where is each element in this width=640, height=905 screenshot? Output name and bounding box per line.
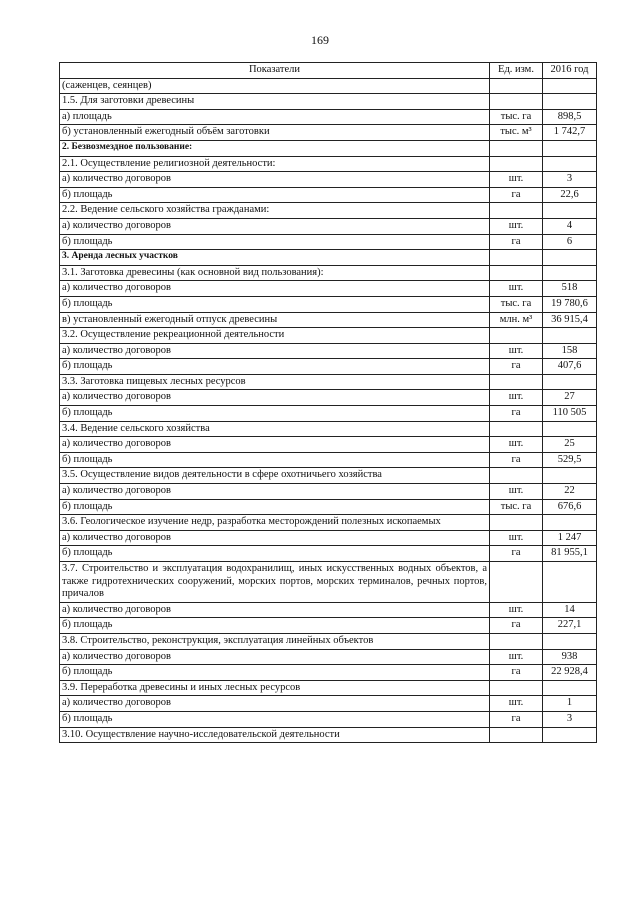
indicators-table bbox=[59, 62, 597, 743]
row-unit: тыс. га bbox=[490, 296, 543, 312]
table-row bbox=[60, 281, 597, 297]
row-unit: шт. bbox=[490, 218, 543, 234]
table-row bbox=[60, 633, 597, 649]
row-label: 3.6. Геологическое изучение недр, разработка месторождений полезных ископаемых bbox=[60, 515, 490, 531]
row-unit: га bbox=[490, 546, 543, 562]
row-unit bbox=[490, 633, 543, 649]
row-unit bbox=[490, 140, 543, 156]
row-label: б) площадь bbox=[60, 711, 490, 727]
row-unit bbox=[490, 250, 543, 266]
table-row bbox=[60, 218, 597, 234]
row-unit: шт. bbox=[490, 484, 543, 500]
row-unit bbox=[490, 374, 543, 390]
row-value: 676,6 bbox=[543, 499, 597, 515]
row-value: 14 bbox=[543, 602, 597, 618]
table-row bbox=[60, 343, 597, 359]
row-unit bbox=[490, 680, 543, 696]
row-value: 518 bbox=[543, 281, 597, 297]
row-unit: шт. bbox=[490, 602, 543, 618]
table-row bbox=[60, 328, 597, 344]
row-value: 938 bbox=[543, 649, 597, 665]
row-label: 2.1. Осуществление религиозной деятельности: bbox=[60, 156, 490, 172]
row-unit: тыс. га bbox=[490, 499, 543, 515]
row-label: б) площадь bbox=[60, 499, 490, 515]
row-label: 3. Аренда лесных участков bbox=[60, 250, 490, 266]
row-value: 227,1 bbox=[543, 618, 597, 634]
row-unit bbox=[490, 468, 543, 484]
row-unit bbox=[490, 265, 543, 281]
row-unit: га bbox=[490, 359, 543, 375]
row-unit: га bbox=[490, 711, 543, 727]
row-value bbox=[543, 140, 597, 156]
row-value: 407,6 bbox=[543, 359, 597, 375]
row-label: б) площадь bbox=[60, 546, 490, 562]
row-label: а) площадь bbox=[60, 109, 490, 125]
table-row bbox=[60, 390, 597, 406]
table-row bbox=[60, 172, 597, 188]
row-value bbox=[543, 265, 597, 281]
row-label: 3.4. Ведение сельского хозяйства bbox=[60, 421, 490, 437]
row-unit: шт. bbox=[490, 437, 543, 453]
row-value bbox=[543, 203, 597, 219]
table-row bbox=[60, 94, 597, 110]
row-value: 81 955,1 bbox=[543, 546, 597, 562]
table-row bbox=[60, 187, 597, 203]
table-row bbox=[60, 562, 597, 603]
table-row bbox=[60, 203, 597, 219]
row-unit: шт. bbox=[490, 343, 543, 359]
row-unit: тыс. га bbox=[490, 109, 543, 125]
row-value: 1 bbox=[543, 696, 597, 712]
row-value bbox=[543, 94, 597, 110]
table-row bbox=[60, 696, 597, 712]
row-unit: шт. bbox=[490, 281, 543, 297]
row-value: 19 780,6 bbox=[543, 296, 597, 312]
row-unit bbox=[490, 203, 543, 219]
table-header-row bbox=[60, 63, 597, 79]
row-value bbox=[543, 328, 597, 344]
row-unit: тыс. м³ bbox=[490, 125, 543, 141]
row-label: а) количество договоров bbox=[60, 437, 490, 453]
table-row bbox=[60, 711, 597, 727]
header-indicator: Показатели bbox=[60, 63, 490, 79]
row-unit: шт. bbox=[490, 530, 543, 546]
row-label: а) количество договоров bbox=[60, 602, 490, 618]
table-row bbox=[60, 727, 597, 743]
row-value bbox=[543, 468, 597, 484]
row-unit bbox=[490, 78, 543, 94]
table-row bbox=[60, 515, 597, 531]
row-value bbox=[543, 78, 597, 94]
row-value bbox=[543, 680, 597, 696]
table-row bbox=[60, 546, 597, 562]
row-unit: шт. bbox=[490, 172, 543, 188]
row-label: а) количество договоров bbox=[60, 218, 490, 234]
row-label: а) количество договоров bbox=[60, 484, 490, 500]
table-row bbox=[60, 468, 597, 484]
row-value: 22,6 bbox=[543, 187, 597, 203]
row-value bbox=[543, 250, 597, 266]
row-value: 22 928,4 bbox=[543, 665, 597, 681]
row-value: 1 247 bbox=[543, 530, 597, 546]
table-row bbox=[60, 665, 597, 681]
row-value bbox=[543, 156, 597, 172]
row-unit: га bbox=[490, 665, 543, 681]
header-unit: Ед. изм. bbox=[490, 63, 543, 79]
table-row bbox=[60, 265, 597, 281]
row-label: б) площадь bbox=[60, 618, 490, 634]
table-row bbox=[60, 312, 597, 328]
table-row bbox=[60, 374, 597, 390]
table-row bbox=[60, 296, 597, 312]
row-label: 3.10. Осуществление научно-исследовательской деятельности bbox=[60, 727, 490, 743]
row-label: 3.7. Строительство и эксплуатация водохранилищ, иных искусственных водных объектов, а также гидротехнических сооружений, морских портов, морских терминалов, речных портов, причалов bbox=[60, 562, 490, 603]
row-unit: шт. bbox=[490, 649, 543, 665]
row-label: 3.9. Переработка древесины и иных лесных ресурсов bbox=[60, 680, 490, 696]
table-row bbox=[60, 421, 597, 437]
row-value bbox=[543, 515, 597, 531]
row-label: а) количество договоров bbox=[60, 172, 490, 188]
table-row bbox=[60, 602, 597, 618]
table-row bbox=[60, 530, 597, 546]
row-value: 36 915,4 bbox=[543, 312, 597, 328]
table-row bbox=[60, 140, 597, 156]
header-year: 2016 год bbox=[543, 63, 597, 79]
table-row bbox=[60, 78, 597, 94]
row-value: 898,5 bbox=[543, 109, 597, 125]
row-label: 2. Безвозмездное пользование: bbox=[60, 140, 490, 156]
page-number: 169 bbox=[311, 33, 329, 47]
row-value bbox=[543, 421, 597, 437]
row-value: 529,5 bbox=[543, 452, 597, 468]
row-unit: га bbox=[490, 187, 543, 203]
row-label: (саженцев, сеянцев) bbox=[60, 78, 490, 94]
row-value: 1 742,7 bbox=[543, 125, 597, 141]
table-row bbox=[60, 156, 597, 172]
table-row bbox=[60, 406, 597, 422]
row-unit: га bbox=[490, 452, 543, 468]
table-row bbox=[60, 234, 597, 250]
row-label: а) количество договоров bbox=[60, 530, 490, 546]
row-unit: га bbox=[490, 406, 543, 422]
row-value: 158 bbox=[543, 343, 597, 359]
row-label: а) количество договоров bbox=[60, 390, 490, 406]
row-value: 6 bbox=[543, 234, 597, 250]
row-label: а) количество договоров bbox=[60, 649, 490, 665]
table-row bbox=[60, 109, 597, 125]
table-row bbox=[60, 437, 597, 453]
row-label: а) количество договоров bbox=[60, 696, 490, 712]
row-unit bbox=[490, 562, 543, 603]
row-label: б) площадь bbox=[60, 665, 490, 681]
row-label: в) установленный ежегодный отпуск древесины bbox=[60, 312, 490, 328]
row-unit bbox=[490, 421, 543, 437]
table-row bbox=[60, 452, 597, 468]
row-label: 3.2. Осуществление рекреационной деятельности bbox=[60, 328, 490, 344]
row-label: б) площадь bbox=[60, 406, 490, 422]
row-label: а) количество договоров bbox=[60, 281, 490, 297]
table-row bbox=[60, 680, 597, 696]
row-unit bbox=[490, 515, 543, 531]
row-value: 27 bbox=[543, 390, 597, 406]
row-label: 3.8. Строительство, реконструкция, эксплуатация линейных объектов bbox=[60, 633, 490, 649]
table-row bbox=[60, 125, 597, 141]
row-unit: шт. bbox=[490, 390, 543, 406]
row-label: б) установленный ежегодный объём заготовки bbox=[60, 125, 490, 141]
table-row bbox=[60, 359, 597, 375]
row-label: б) площадь bbox=[60, 452, 490, 468]
row-value: 4 bbox=[543, 218, 597, 234]
row-label: 3.5. Осуществление видов деятельности в сфере охотничьего хозяйства bbox=[60, 468, 490, 484]
row-value: 25 bbox=[543, 437, 597, 453]
row-value bbox=[543, 374, 597, 390]
table-row bbox=[60, 649, 597, 665]
row-unit bbox=[490, 328, 543, 344]
row-value: 110 505 bbox=[543, 406, 597, 422]
table-row bbox=[60, 499, 597, 515]
table-row bbox=[60, 484, 597, 500]
row-value bbox=[543, 633, 597, 649]
row-value bbox=[543, 727, 597, 743]
row-value: 3 bbox=[543, 711, 597, 727]
row-value bbox=[543, 562, 597, 603]
table-row bbox=[60, 250, 597, 266]
row-label: 1.5. Для заготовки древесины bbox=[60, 94, 490, 110]
table-body bbox=[60, 78, 597, 743]
row-unit: га bbox=[490, 234, 543, 250]
row-label: 3.1. Заготовка древесины (как основной вид пользования): bbox=[60, 265, 490, 281]
row-label: б) площадь bbox=[60, 296, 490, 312]
table-row bbox=[60, 618, 597, 634]
row-unit bbox=[490, 94, 543, 110]
row-unit: шт. bbox=[490, 696, 543, 712]
row-unit bbox=[490, 727, 543, 743]
row-unit: га bbox=[490, 618, 543, 634]
row-unit: млн. м³ bbox=[490, 312, 543, 328]
row-label: б) площадь bbox=[60, 359, 490, 375]
row-label: б) площадь bbox=[60, 187, 490, 203]
row-unit bbox=[490, 156, 543, 172]
row-value: 22 bbox=[543, 484, 597, 500]
row-label: 2.2. Ведение сельского хозяйства гражданами: bbox=[60, 203, 490, 219]
row-label: а) количество договоров bbox=[60, 343, 490, 359]
row-label: 3.3. Заготовка пищевых лесных ресурсов bbox=[60, 374, 490, 390]
row-label: б) площадь bbox=[60, 234, 490, 250]
row-value: 3 bbox=[543, 172, 597, 188]
